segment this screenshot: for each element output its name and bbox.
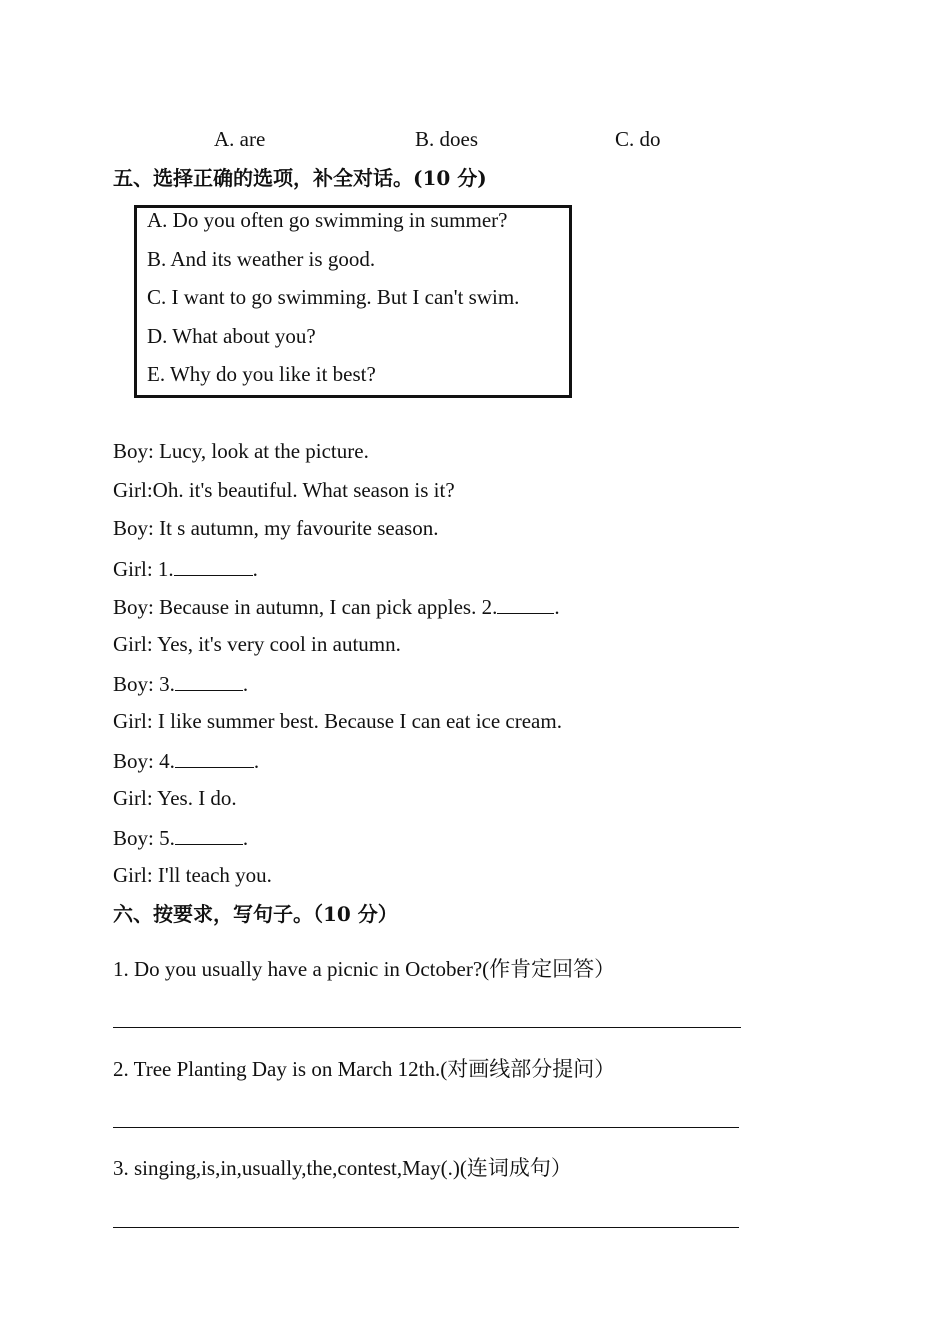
blank-1[interactable] (174, 557, 253, 576)
blank-4[interactable] (175, 749, 254, 768)
option-e: E. Why do you like it best? (147, 362, 376, 386)
dialogue-line-7-text: Boy: 3. (113, 672, 175, 696)
dialogue-line-5-end: . (554, 595, 560, 619)
dialogue-line-3: Boy: It s autumn, my favourite season. (113, 516, 439, 540)
choice-b: B. does (415, 127, 478, 151)
answer-line-3[interactable] (113, 1227, 739, 1228)
option-d: D. What about you? (147, 324, 316, 348)
dialogue-line-5 (113, 595, 560, 618)
dialogue-line-12: Girl: I'll teach you. (113, 863, 272, 887)
dialogue-line-9 (113, 749, 259, 772)
answer-line-1[interactable] (113, 1027, 741, 1028)
dialogue-line-8: Girl: I like summer best. Because I can eat ice cream. (113, 709, 562, 733)
dialogue-line-11 (113, 826, 248, 849)
question-2: 2. Tree Planting Day is on March 12th.(对画线部分提问） (113, 1057, 616, 1081)
dialogue-line-4-text: Girl: 1. (113, 557, 174, 581)
dialogue-line-11-end: . (242, 826, 249, 850)
dialogue-line-5-text: Boy: Because in autumn, I can pick apples. 2. (113, 595, 498, 619)
blank-5[interactable] (175, 826, 243, 845)
question-1: 1. Do you usually have a picnic in October?(作肯定回答） (113, 957, 616, 981)
blank-3[interactable] (175, 672, 243, 691)
dialogue-line-10: Girl: Yes. I do. (113, 786, 237, 810)
dialogue-line-9-text: Boy: 4. (113, 749, 175, 773)
dialogue-line-2: Girl:Oh. it's beautiful. What season is it? (113, 478, 455, 502)
choice-c: C. do (615, 127, 661, 151)
dialogue-line-1: Boy: Lucy, look at the picture. (113, 439, 369, 463)
choice-a: A. are (214, 127, 266, 151)
dialogue-line-11-text: Boy: 5. (113, 826, 175, 850)
dialogue-line-7 (113, 672, 248, 695)
dialogue-line-6: Girl: Yes, it's very cool in autumn. (113, 632, 401, 656)
dialogue-line-9-end: . (253, 749, 260, 773)
option-a: A. Do you often go swimming in summer? (147, 208, 508, 232)
option-b: B. And its weather is good. (147, 247, 376, 271)
dialogue-line-4 (113, 557, 258, 580)
dialogue-line-4-end: . (252, 557, 258, 581)
dialogue-line-7-end: . (242, 672, 249, 696)
blank-2[interactable] (497, 595, 554, 614)
section5-heading: 五、选择正确的选项，补全对话。(10 分) (113, 166, 487, 190)
answer-line-2[interactable] (113, 1127, 739, 1128)
option-c: C. I want to go swimming. But I can't swim. (147, 285, 520, 309)
section6-heading: 六、按要求，写句子。（10 分） (113, 902, 398, 926)
question-3: 3. singing,is,in,usually,the,contest,May(.)(连词成句） (113, 1156, 572, 1180)
